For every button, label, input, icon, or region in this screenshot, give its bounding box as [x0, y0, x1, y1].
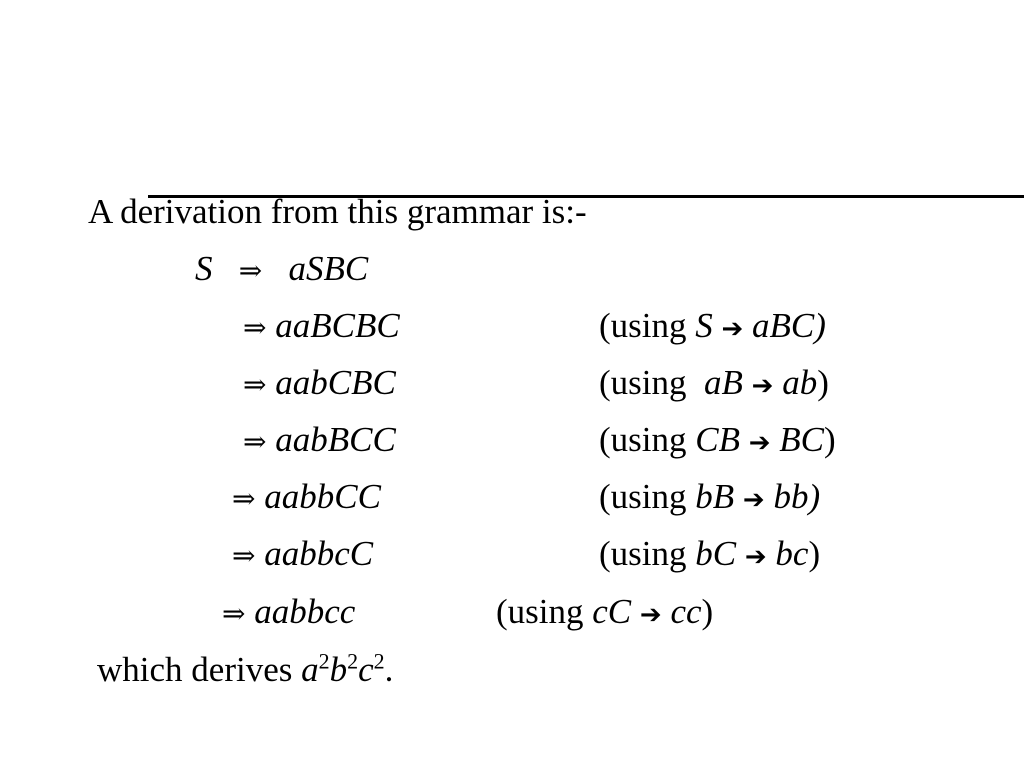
derivation-step-form — [243, 420, 396, 462]
close-paren: ) — [824, 420, 836, 459]
rule-annotation — [599, 477, 820, 520]
derivation-step-form — [232, 477, 381, 519]
using-label: (using — [599, 420, 687, 459]
rule-annotation — [496, 592, 713, 635]
close-paren: ) — [817, 363, 829, 402]
conclusion-label: which derives — [97, 650, 293, 689]
derivation-start — [195, 249, 368, 291]
rule-rhs: cc — [670, 592, 702, 631]
rule-annotation — [599, 363, 829, 406]
close-paren: ) — [701, 592, 714, 631]
rewrite-arrow-icon: ➔ — [751, 371, 774, 401]
rule-annotation — [599, 306, 826, 349]
rewrite-arrow-icon: ➔ — [721, 314, 744, 344]
sentential-form: aabbCC — [264, 477, 381, 516]
symbol-c: c — [358, 650, 374, 689]
derivation-step-form — [243, 363, 396, 405]
rewrite-arrow-icon: ➔ — [748, 428, 771, 458]
exponent-b: 2 — [347, 648, 359, 674]
period: . — [384, 650, 394, 689]
derives-symbol: ⇒ — [232, 482, 256, 515]
rule-rhs: ab — [782, 363, 818, 402]
sentential-form: aabbcC — [264, 534, 374, 573]
exponent-c: 2 — [373, 648, 385, 674]
rule-rhs: aBC) — [752, 306, 826, 345]
rule-lhs: bB — [695, 477, 735, 516]
rule-lhs: CB — [695, 420, 740, 459]
symbol-a: a — [301, 650, 319, 689]
sentential-form: aSBC — [288, 249, 369, 288]
rule-lhs: cC — [592, 592, 632, 631]
derivation-step-form — [222, 592, 355, 634]
sentential-form: aabCBC — [275, 363, 396, 402]
rewrite-arrow-icon: ➔ — [744, 542, 767, 572]
close-paren: ) — [808, 534, 821, 573]
using-label: (using — [496, 592, 584, 631]
rule-annotation — [599, 420, 836, 463]
using-label: (using — [599, 363, 687, 402]
using-label: (using — [599, 534, 687, 573]
using-label: (using — [599, 477, 687, 516]
derives-symbol: ⇒ — [238, 254, 263, 287]
sentential-form: aabbcc — [254, 592, 356, 631]
rule-rhs: bc — [775, 534, 809, 573]
rule-lhs: S — [695, 306, 713, 345]
rewrite-arrow-icon: ➔ — [742, 485, 765, 515]
intro-text: A derivation from this grammar is:- — [88, 192, 587, 231]
derives-symbol: ⇒ — [243, 368, 267, 401]
rewrite-arrow-icon: ➔ — [639, 600, 662, 630]
derives-symbol: ⇒ — [222, 597, 246, 630]
rule-lhs: bC — [695, 534, 737, 573]
sentential-form: aabBCC — [275, 420, 396, 459]
sentential-form: aaBCBC — [275, 306, 400, 345]
derives-symbol: ⇒ — [243, 311, 267, 344]
derivation-step-form — [243, 306, 400, 348]
derives-symbol: ⇒ — [232, 539, 256, 572]
derives-symbol: ⇒ — [243, 425, 267, 458]
start-symbol: S — [195, 249, 213, 288]
rule-rhs: bb) — [773, 477, 821, 516]
symbol-b: b — [329, 650, 348, 689]
rule-lhs: aB — [704, 363, 743, 402]
using-label: (using — [599, 306, 687, 345]
conclusion-text — [97, 650, 393, 690]
rule-rhs: BC — [779, 420, 825, 459]
derivation-step-form — [232, 534, 373, 576]
exponent-a: 2 — [318, 648, 330, 674]
rule-annotation — [599, 534, 820, 577]
